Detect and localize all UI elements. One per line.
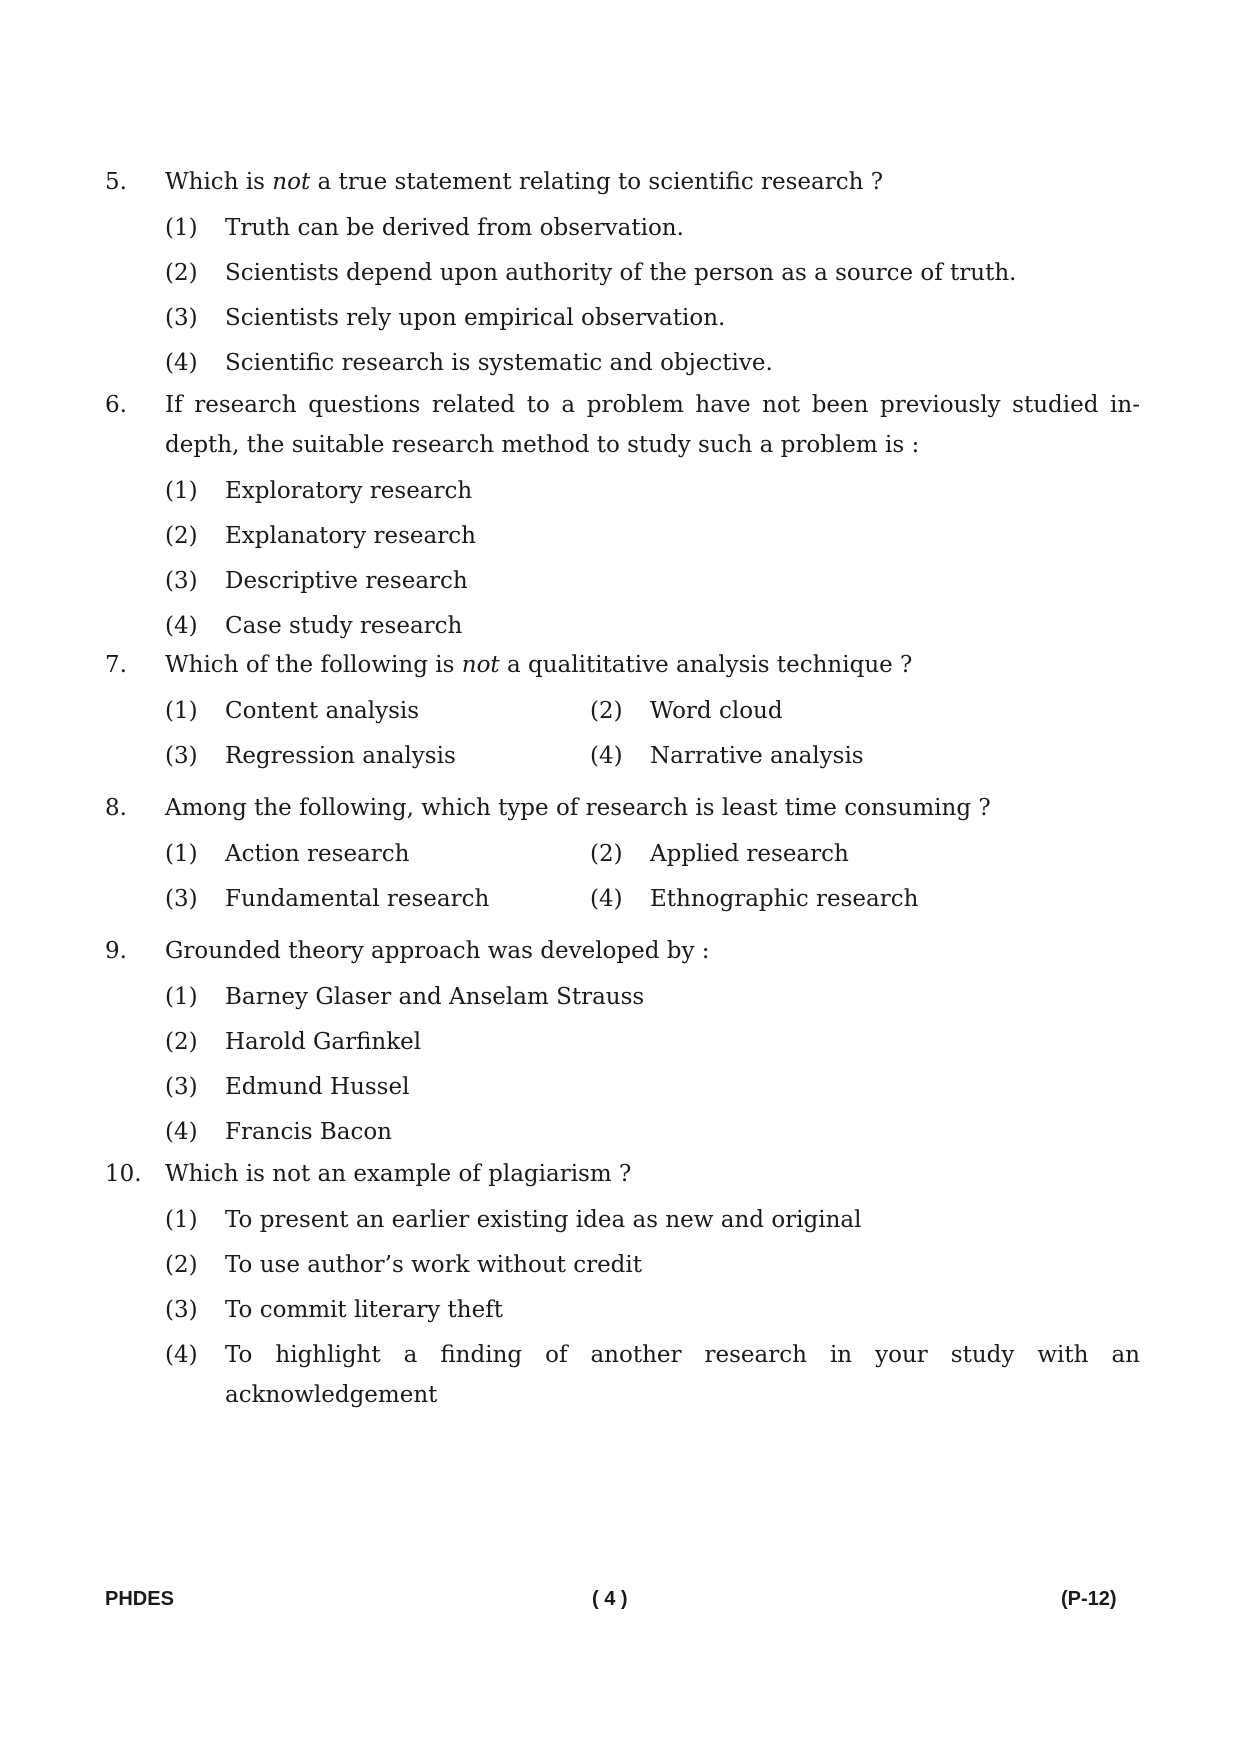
option-text: Fundamental research [225,886,490,912]
question-7 [105,645,1140,779]
option-number: (3) [165,305,198,331]
option-grid [165,832,1140,922]
option-number: (3) [165,743,198,769]
option-number: (4) [590,886,623,912]
option-text: Scientists depend upon authority of the person as a source of truth. [225,260,1017,286]
question-number: 9. [105,938,127,964]
option-text: Applied research [650,841,849,867]
option-row [165,832,1140,877]
option-list [165,975,1140,1155]
footer-code: PHDES [105,1588,174,1610]
option-text: Regression analysis [225,743,456,769]
option-number: (2) [165,1029,198,1055]
option [165,206,1140,251]
option-number: (2) [590,841,623,867]
option [165,975,1140,1020]
option-number: (1) [165,478,198,504]
option-text: Francis Bacon [225,1119,392,1145]
question-text: Which is not a true statement relating to scientific research ? [165,169,884,195]
option-text: Content analysis [225,698,420,724]
option-text: Ethnographic research [650,886,919,912]
question-text: Which is not an example of plagiarism ? [165,1161,632,1187]
option-row [165,877,1140,922]
option-text: Barney Glaser and Anselam Strauss [225,984,645,1010]
option-number: (1) [165,984,198,1010]
option-number: (3) [165,1074,198,1100]
option-number: (4) [165,350,198,376]
option-text: Action research [225,841,410,867]
question-9 [105,931,1140,1155]
option-text: To use author’s work without credit [225,1252,642,1278]
option [165,832,409,877]
option-number: (2) [165,523,198,549]
option [165,296,1140,341]
option [165,1065,1140,1110]
footer-reference: (P-12) [1061,1588,1117,1610]
option [165,1198,1140,1243]
question-number: 10. [105,1161,142,1187]
option-text: To highlight a finding of another research in your study with an acknowledgement [225,1342,1140,1408]
option [590,877,918,922]
option-number: (1) [165,841,198,867]
option [165,1020,1140,1065]
option-number: (3) [165,1297,198,1323]
option-number: (1) [165,1207,198,1233]
question-text: If research questions related to a problem have not been previously studied in-depth, the suitable research method to study such a problem is : [165,392,1140,458]
question-number: 7. [105,652,127,678]
footer-page-number: ( 4 ) [592,1588,628,1610]
option-text: Truth can be derived from observation. [225,215,684,241]
option-list [165,206,1140,386]
option-text: To present an earlier existing idea as new and original [225,1207,862,1233]
option [165,514,1140,559]
option-number: (2) [165,260,198,286]
option-row [165,734,1140,779]
question-10 [105,1154,1140,1415]
option [165,1110,1140,1155]
option-number: (2) [165,1252,198,1278]
option-number: (3) [165,568,198,594]
option [165,1288,1140,1333]
option [165,341,1140,386]
option-number: (4) [590,743,623,769]
option-text: Case study research [225,613,463,639]
option [165,604,1140,649]
option-text: Narrative analysis [650,743,864,769]
question-text: Among the following, which type of research is least time consuming ? [165,795,991,821]
question-text: Grounded theory approach was developed by : [165,938,710,964]
option [590,689,783,734]
option-number: (1) [165,215,198,241]
question-number: 5. [105,169,127,195]
option-number: (4) [165,1342,198,1368]
option-text: Edmund Hussel [225,1074,410,1100]
option-text: Scientists rely upon empirical observation. [225,305,726,331]
question-5 [105,162,1140,386]
option [165,251,1140,296]
question-8 [105,788,1140,922]
option [165,469,1140,514]
question-6 [105,385,1140,649]
option-number: (4) [165,613,198,639]
option-text: Descriptive research [225,568,468,594]
option [165,559,1140,604]
option-list [165,1198,1140,1415]
option-number: (4) [165,1119,198,1145]
option [165,1243,1140,1288]
question-number: 6. [105,392,127,418]
option [165,877,489,922]
question-number: 8. [105,795,127,821]
option-text: To commit literary theft [225,1297,503,1323]
option-text: Word cloud [650,698,783,724]
option-number: (1) [165,698,198,724]
question-text: Which of the following is not a qualititative analysis technique ? [165,652,913,678]
option [165,1335,1140,1415]
option-text: Explanatory research [225,523,476,549]
option-text: Harold Garfinkel [225,1029,422,1055]
option-number: (2) [590,698,623,724]
option-number: (3) [165,886,198,912]
option-row [165,689,1140,734]
option-text: Scientific research is systematic and objective. [225,350,773,376]
option [165,734,456,779]
option-list [165,469,1140,649]
option [165,689,419,734]
option-text: Exploratory research [225,478,473,504]
option [590,832,849,877]
option [590,734,864,779]
option-grid [165,689,1140,779]
